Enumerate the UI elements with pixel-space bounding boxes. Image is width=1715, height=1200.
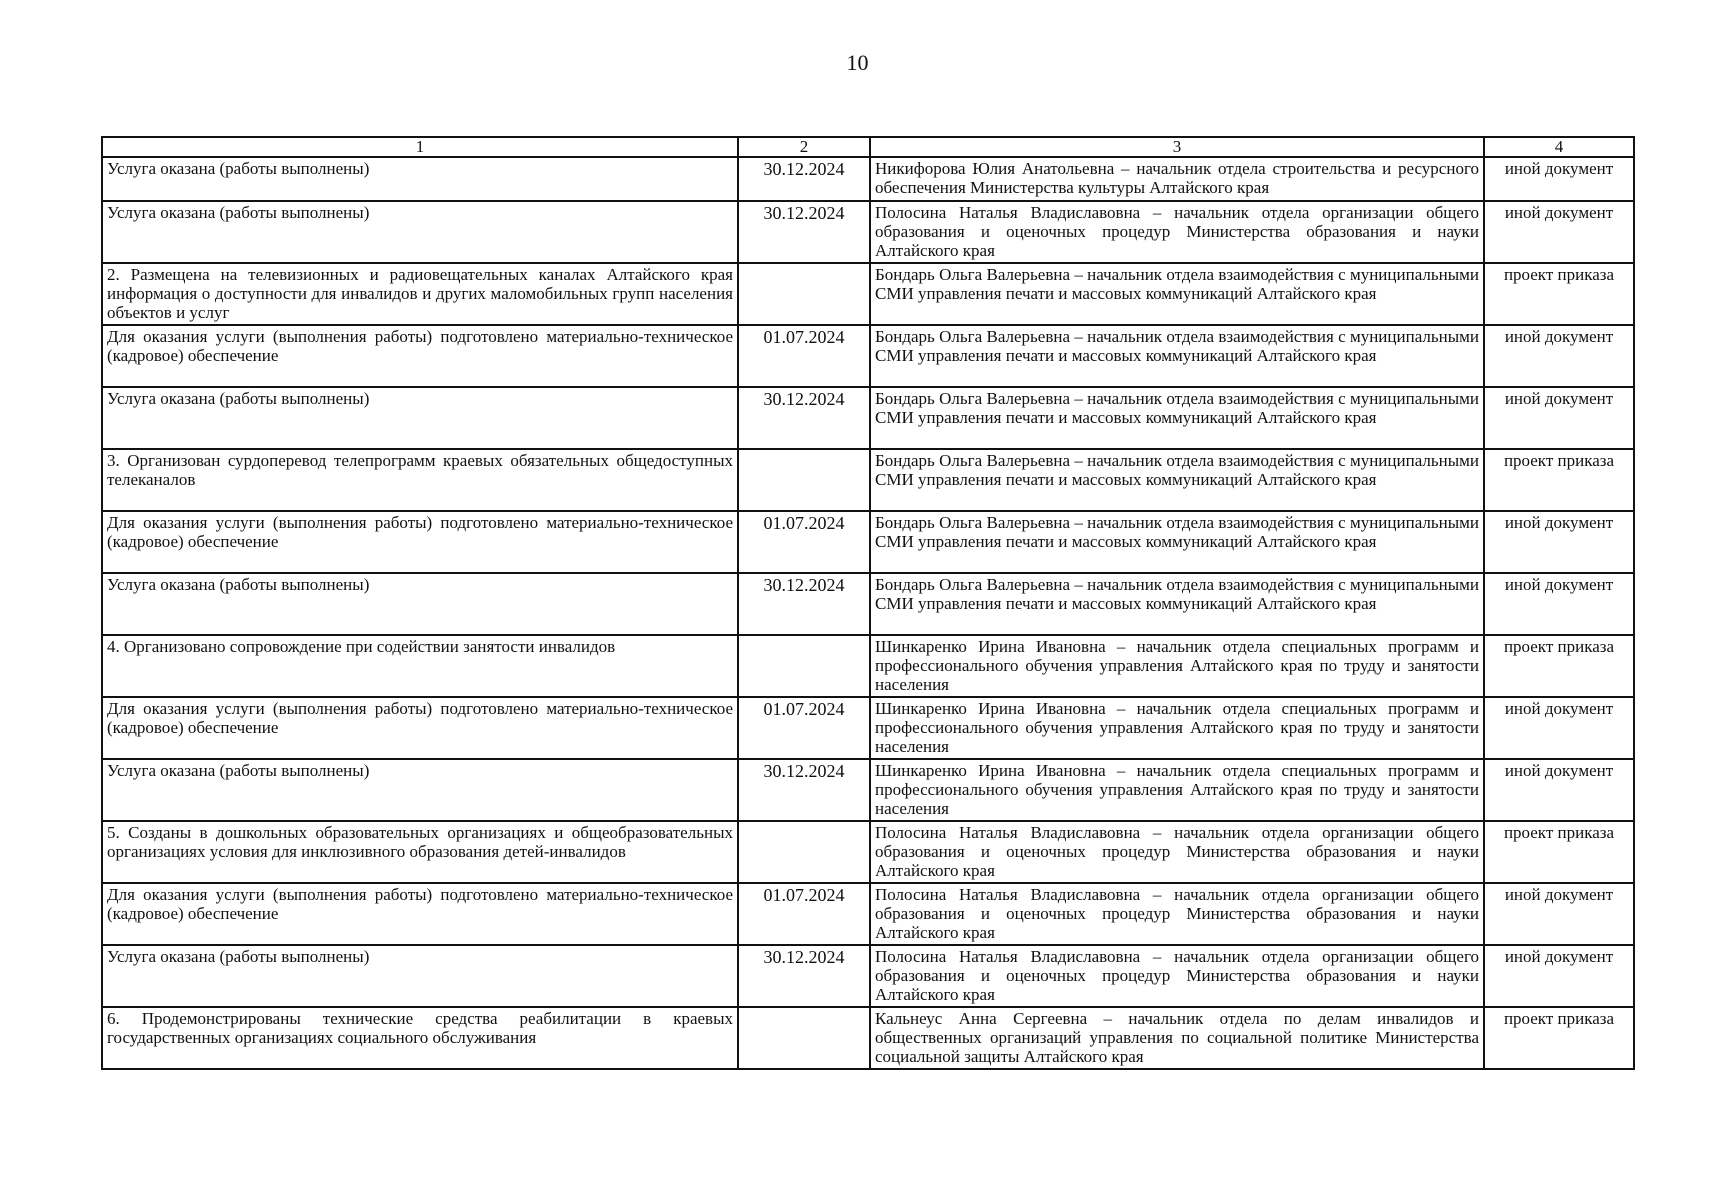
responsible-cell: Шинкаренко Ирина Ивановна – начальник отдела специальных программ и профессионального обучения управления Алтайского края по труду и занятости населения bbox=[870, 759, 1484, 821]
responsible-cell: Шинкаренко Ирина Ивановна – начальник отдела специальных программ и профессионального обучения управления Алтайского края по труду и занятости населения bbox=[870, 697, 1484, 759]
event-cell: Услуга оказана (работы выполнены) bbox=[102, 387, 738, 449]
table-row bbox=[102, 759, 1634, 821]
event-cell: 2. Размещена на телевизионных и радиовещательных каналах Алтайского края информация о доступности для инвалидов и других маломобильных групп населения объектов и услуг bbox=[102, 263, 738, 325]
column-header: 1 bbox=[102, 137, 738, 157]
date-cell: 30.12.2024 bbox=[738, 759, 870, 821]
date-cell bbox=[738, 1007, 870, 1069]
document-type-cell: иной документ bbox=[1484, 511, 1634, 573]
document-type-cell: проект приказа bbox=[1484, 449, 1634, 511]
event-cell: Услуга оказана (работы выполнены) bbox=[102, 573, 738, 635]
document-type-cell: иной документ bbox=[1484, 573, 1634, 635]
date-cell: 30.12.2024 bbox=[738, 945, 870, 1007]
responsible-cell: Бондарь Ольга Валерьевна – начальник отдела взаимодействия с муниципальными СМИ управления печати и массовых коммуникаций Алтайского края bbox=[870, 449, 1484, 511]
event-cell: 3. Организован сурдоперевод телепрограмм краевых обязательных общедоступных телеканалов bbox=[102, 449, 738, 511]
table-row bbox=[102, 157, 1634, 201]
event-cell: 4. Организовано сопровождение при содействии занятости инвалидов bbox=[102, 635, 738, 697]
responsible-cell: Бондарь Ольга Валерьевна – начальник отдела взаимодействия с муниципальными СМИ управления печати и массовых коммуникаций Алтайского края bbox=[870, 263, 1484, 325]
responsible-cell: Бондарь Ольга Валерьевна – начальник отдела взаимодействия с муниципальными СМИ управления печати и массовых коммуникаций Алтайского края bbox=[870, 511, 1484, 573]
plan-table bbox=[101, 136, 1635, 1070]
date-cell: 30.12.2024 bbox=[738, 387, 870, 449]
date-cell: 01.07.2024 bbox=[738, 697, 870, 759]
event-cell: Услуга оказана (работы выполнены) bbox=[102, 945, 738, 1007]
event-cell: Для оказания услуги (выполнения работы) подготовлено материально-техническое (кадровое) обеспечение bbox=[102, 511, 738, 573]
date-cell: 01.07.2024 bbox=[738, 325, 870, 387]
responsible-cell: Шинкаренко Ирина Ивановна – начальник отдела специальных программ и профессионального обучения управления Алтайского края по труду и занятости населения bbox=[870, 635, 1484, 697]
event-cell: 5. Созданы в дошкольных образовательных организациях и общеобразовательных организациях условия для инклюзивного образования детей-инвалидов bbox=[102, 821, 738, 883]
responsible-cell: Полосина Наталья Владиславовна – начальник отдела организации общего образования и оценочных процедур Министерства образования и науки Алтайского края bbox=[870, 945, 1484, 1007]
table-row bbox=[102, 883, 1634, 945]
document-type-cell: проект приказа bbox=[1484, 635, 1634, 697]
table-row bbox=[102, 449, 1634, 511]
event-cell: Для оказания услуги (выполнения работы) подготовлено материально-техническое (кадровое) обеспечение bbox=[102, 325, 738, 387]
column-header: 3 bbox=[870, 137, 1484, 157]
table-row bbox=[102, 697, 1634, 759]
responsible-cell: Полосина Наталья Владиславовна – начальник отдела организации общего образования и оценочных процедур Министерства образования и науки Алтайского края bbox=[870, 821, 1484, 883]
document-type-cell: проект приказа bbox=[1484, 821, 1634, 883]
responsible-cell: Полосина Наталья Владиславовна – начальник отдела организации общего образования и оценочных процедур Министерства образования и науки Алтайского края bbox=[870, 883, 1484, 945]
document-type-cell: иной документ bbox=[1484, 697, 1634, 759]
document-type-cell: иной документ bbox=[1484, 157, 1634, 201]
table-row bbox=[102, 387, 1634, 449]
table-row bbox=[102, 201, 1634, 263]
event-cell: Услуга оказана (работы выполнены) bbox=[102, 759, 738, 821]
date-cell bbox=[738, 263, 870, 325]
document-type-cell: иной документ bbox=[1484, 201, 1634, 263]
event-cell: Для оказания услуги (выполнения работы) подготовлено материально-техническое (кадровое) обеспечение bbox=[102, 883, 738, 945]
responsible-cell: Кальнеус Анна Сергеевна – начальник отдела по делам инвалидов и общественных организаций управления по социальной политике Министерства социальной защиты Алтайского края bbox=[870, 1007, 1484, 1069]
column-header: 2 bbox=[738, 137, 870, 157]
event-cell: Для оказания услуги (выполнения работы) подготовлено материально-техническое (кадровое) обеспечение bbox=[102, 697, 738, 759]
table-row bbox=[102, 263, 1634, 325]
date-cell bbox=[738, 635, 870, 697]
date-cell bbox=[738, 821, 870, 883]
document-type-cell: иной документ bbox=[1484, 387, 1634, 449]
date-cell: 30.12.2024 bbox=[738, 573, 870, 635]
responsible-cell: Полосина Наталья Владиславовна – начальник отдела организации общего образования и оценочных процедур Министерства образования и науки Алтайского края bbox=[870, 201, 1484, 263]
date-cell: 30.12.2024 bbox=[738, 201, 870, 263]
document-type-cell: иной документ bbox=[1484, 759, 1634, 821]
table-row bbox=[102, 945, 1634, 1007]
date-cell: 01.07.2024 bbox=[738, 883, 870, 945]
date-cell: 01.07.2024 bbox=[738, 511, 870, 573]
document-type-cell: иной документ bbox=[1484, 325, 1634, 387]
responsible-cell: Никифорова Юлия Анатольевна – начальник отдела строительства и ресурсного обеспечения Министерства культуры Алтайского края bbox=[870, 157, 1484, 201]
table-row bbox=[102, 821, 1634, 883]
table-header-row bbox=[102, 137, 1634, 157]
document-type-cell: иной документ bbox=[1484, 945, 1634, 1007]
table-row bbox=[102, 573, 1634, 635]
date-cell: 30.12.2024 bbox=[738, 157, 870, 201]
table-row bbox=[102, 1007, 1634, 1069]
event-cell: Услуга оказана (работы выполнены) bbox=[102, 157, 738, 201]
page-number: 10 bbox=[846, 50, 869, 75]
table-row bbox=[102, 511, 1634, 573]
date-cell bbox=[738, 449, 870, 511]
event-cell: Услуга оказана (работы выполнены) bbox=[102, 201, 738, 263]
responsible-cell: Бондарь Ольга Валерьевна – начальник отдела взаимодействия с муниципальными СМИ управления печати и массовых коммуникаций Алтайского края bbox=[870, 325, 1484, 387]
document-type-cell: проект приказа bbox=[1484, 263, 1634, 325]
table-row bbox=[102, 635, 1634, 697]
responsible-cell: Бондарь Ольга Валерьевна – начальник отдела взаимодействия с муниципальными СМИ управления печати и массовых коммуникаций Алтайского края bbox=[870, 573, 1484, 635]
responsible-cell: Бондарь Ольга Валерьевна – начальник отдела взаимодействия с муниципальными СМИ управления печати и массовых коммуникаций Алтайского края bbox=[870, 387, 1484, 449]
document-type-cell: проект приказа bbox=[1484, 1007, 1634, 1069]
document-type-cell: иной документ bbox=[1484, 883, 1634, 945]
table-row bbox=[102, 325, 1634, 387]
event-cell: 6. Продемонстрированы технические средства реабилитации в краевых государственных организациях социального обслуживания bbox=[102, 1007, 738, 1069]
column-header: 4 bbox=[1484, 137, 1634, 157]
